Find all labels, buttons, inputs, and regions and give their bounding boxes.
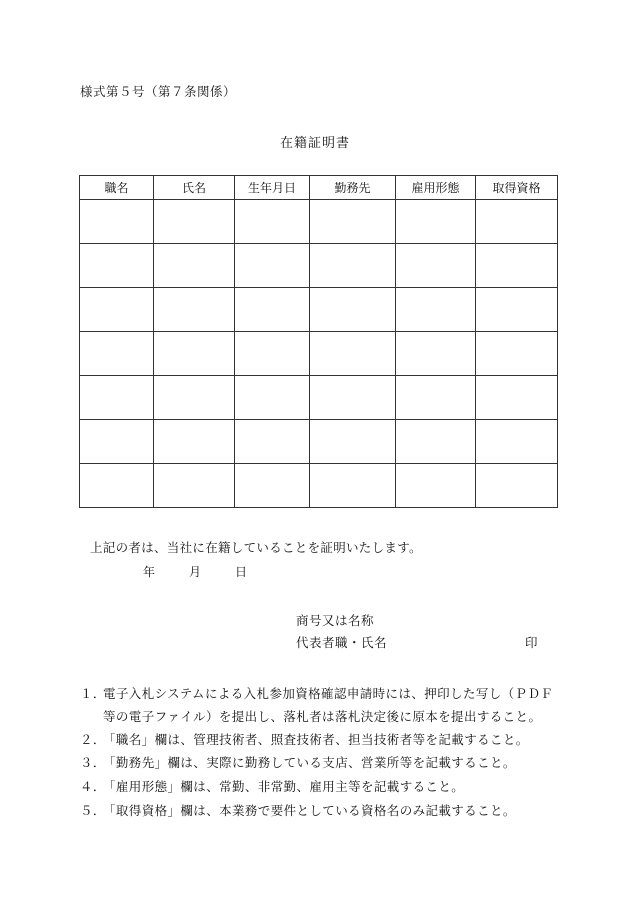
table-row: [80, 376, 558, 420]
table-cell[interactable]: [476, 464, 558, 508]
date-month-label: 月: [189, 565, 202, 579]
note-text: 「取得資格」欄は、本業務で要件としている資格名のみ記載すること。: [103, 803, 516, 818]
table-cell[interactable]: [396, 244, 476, 288]
table-cell[interactable]: [396, 464, 476, 508]
table-cell[interactable]: [396, 420, 476, 464]
table-cell[interactable]: [80, 332, 154, 376]
table-cell[interactable]: [396, 288, 476, 332]
company-name-label: 商号又は名称: [296, 613, 375, 628]
table-cell[interactable]: [396, 332, 476, 376]
table-cell[interactable]: [80, 244, 154, 288]
table-cell[interactable]: [310, 200, 396, 244]
table-cell[interactable]: [396, 376, 476, 420]
table-cell[interactable]: [154, 244, 235, 288]
column-header-employment-type: 雇用形態: [396, 176, 476, 200]
table-cell[interactable]: [235, 464, 310, 508]
note-number: ４．: [80, 779, 106, 794]
table-cell[interactable]: [235, 420, 310, 464]
column-header-qualification: 取得資格: [476, 176, 558, 200]
table-cell[interactable]: [154, 200, 235, 244]
seal-mark: 印: [525, 635, 538, 650]
table-cell[interactable]: [235, 200, 310, 244]
table-row: [80, 200, 558, 244]
table-cell[interactable]: [235, 332, 310, 376]
note-text: 「職名」欄は、管理技術者、照査技術者、担当技術者等を記載すること。: [103, 732, 529, 747]
table-cell[interactable]: [310, 464, 396, 508]
table-cell[interactable]: [154, 464, 235, 508]
table-cell[interactable]: [154, 420, 235, 464]
table-cell[interactable]: [476, 244, 558, 288]
representative-label: 代表者職・氏名: [296, 635, 388, 650]
table-cell[interactable]: [235, 376, 310, 420]
table-cell[interactable]: [80, 464, 154, 508]
table-cell[interactable]: [80, 420, 154, 464]
table-cell[interactable]: [310, 244, 396, 288]
column-header-title: 職名: [80, 176, 154, 200]
table-cell[interactable]: [80, 288, 154, 332]
table-body: [80, 200, 558, 508]
note-number: ２．: [80, 732, 106, 747]
table-header-row: [80, 176, 558, 200]
note-item: [80, 684, 553, 702]
table-cell[interactable]: [476, 420, 558, 464]
note-item: [80, 730, 529, 748]
table-cell[interactable]: [235, 244, 310, 288]
date-line: [143, 563, 247, 580]
note-text: 電子入札システムによる入札参加資格確認申請時には、押印した写し（ＰＤＦ: [103, 686, 554, 701]
table-cell[interactable]: [476, 288, 558, 332]
table-cell[interactable]: [154, 332, 235, 376]
table-row: [80, 332, 558, 376]
note-number: １．: [80, 686, 106, 701]
column-header-workplace: 勤務先: [310, 176, 396, 200]
table-cell[interactable]: [310, 420, 396, 464]
table-cell[interactable]: [235, 288, 310, 332]
table-cell[interactable]: [396, 200, 476, 244]
note-item-continuation: 等の電子ファイル）を提出し、落札者は落札決定後に原本を提出すること。: [103, 709, 542, 724]
certification-statement: 上記の者は、当社に在籍していることを証明いたします。: [90, 540, 422, 555]
column-header-birthdate: 生年月日: [235, 176, 310, 200]
note-item: [80, 777, 464, 795]
document-title: 在籍証明書: [279, 136, 350, 151]
note-text: 「雇用形態」欄は、常勤、非常勤、雇用主等を記載すること。: [103, 779, 465, 794]
table-cell[interactable]: [80, 376, 154, 420]
table-cell[interactable]: [476, 376, 558, 420]
note-number: ３．: [80, 755, 106, 770]
table-cell[interactable]: [80, 200, 154, 244]
certificate-table: [79, 175, 558, 508]
table-row: [80, 244, 558, 288]
date-year-label: 年: [143, 565, 156, 579]
note-item: [80, 801, 516, 819]
table-row: [80, 464, 558, 508]
note-text: 「勤務先」欄は、実際に勤務している支店、営業所等を記載すること。: [103, 755, 516, 770]
table-cell[interactable]: [154, 288, 235, 332]
table-cell[interactable]: [310, 376, 396, 420]
table-cell[interactable]: [310, 332, 396, 376]
note-item: [80, 753, 516, 771]
column-header-name: 氏名: [154, 176, 235, 200]
table-row: [80, 420, 558, 464]
table-cell[interactable]: [310, 288, 396, 332]
date-day-label: 日: [235, 565, 248, 579]
table-cell[interactable]: [154, 376, 235, 420]
table-cell[interactable]: [476, 332, 558, 376]
table-row: [80, 288, 558, 332]
form-number: 様式第５号（第７条関係）: [80, 84, 237, 99]
note-number: ５．: [80, 803, 106, 818]
table-cell[interactable]: [476, 200, 558, 244]
